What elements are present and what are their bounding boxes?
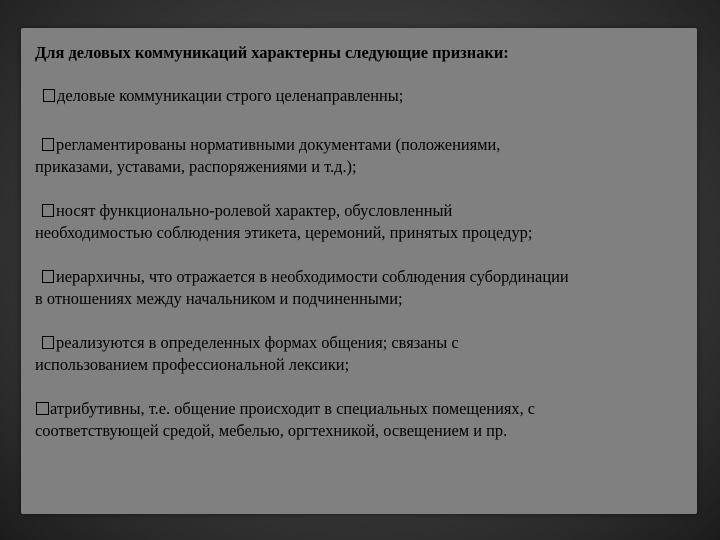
list-item-text: иерархичны, что отражается в необходимости соблюдения субординации [56, 267, 569, 286]
list-item-text-continued: соответствующей средой, мебелью, оргтехникой, освещением и пр. [35, 421, 508, 440]
list-item-text: носят функционально-ролевой характер, обусловленный [56, 201, 453, 220]
slide-content [35, 42, 695, 464]
square-bullet-icon [36, 402, 49, 415]
list-item-text-continued: использованием профессиональной лексики; [35, 355, 350, 374]
list-item [35, 266, 695, 310]
list-item [35, 85, 695, 107]
list-item-text: реализуются в определенных формах общения; связаны с [56, 333, 459, 352]
square-bullet-icon [42, 270, 54, 283]
list-item-text-continued: в отношениях между начальником и подчиненными; [35, 289, 403, 308]
list-item [35, 398, 695, 442]
list-item-text: регламентированы нормативными документами (положениями, [56, 135, 501, 154]
list-item [35, 332, 695, 376]
list-item-text: атрибутивны, т.е. общение происходит в специальных помещениях, с [50, 399, 536, 418]
square-bullet-icon [42, 138, 54, 151]
slide-heading: Для деловых коммуникаций характерны следующие признаки: [35, 43, 509, 62]
list-item-text-continued: приказами, уставами, распоряжениями и т.д.); [35, 157, 357, 176]
list-item-text: деловые коммуникации строго целенаправленны; [57, 86, 404, 105]
list-item [35, 134, 695, 178]
list-item [35, 200, 695, 244]
square-bullet-icon [42, 204, 54, 217]
square-bullet-icon [43, 89, 55, 102]
list-item-text-continued: необходимостью соблюдения этикета, церемоний, принятых процедур; [35, 223, 533, 242]
square-bullet-icon [42, 336, 54, 349]
